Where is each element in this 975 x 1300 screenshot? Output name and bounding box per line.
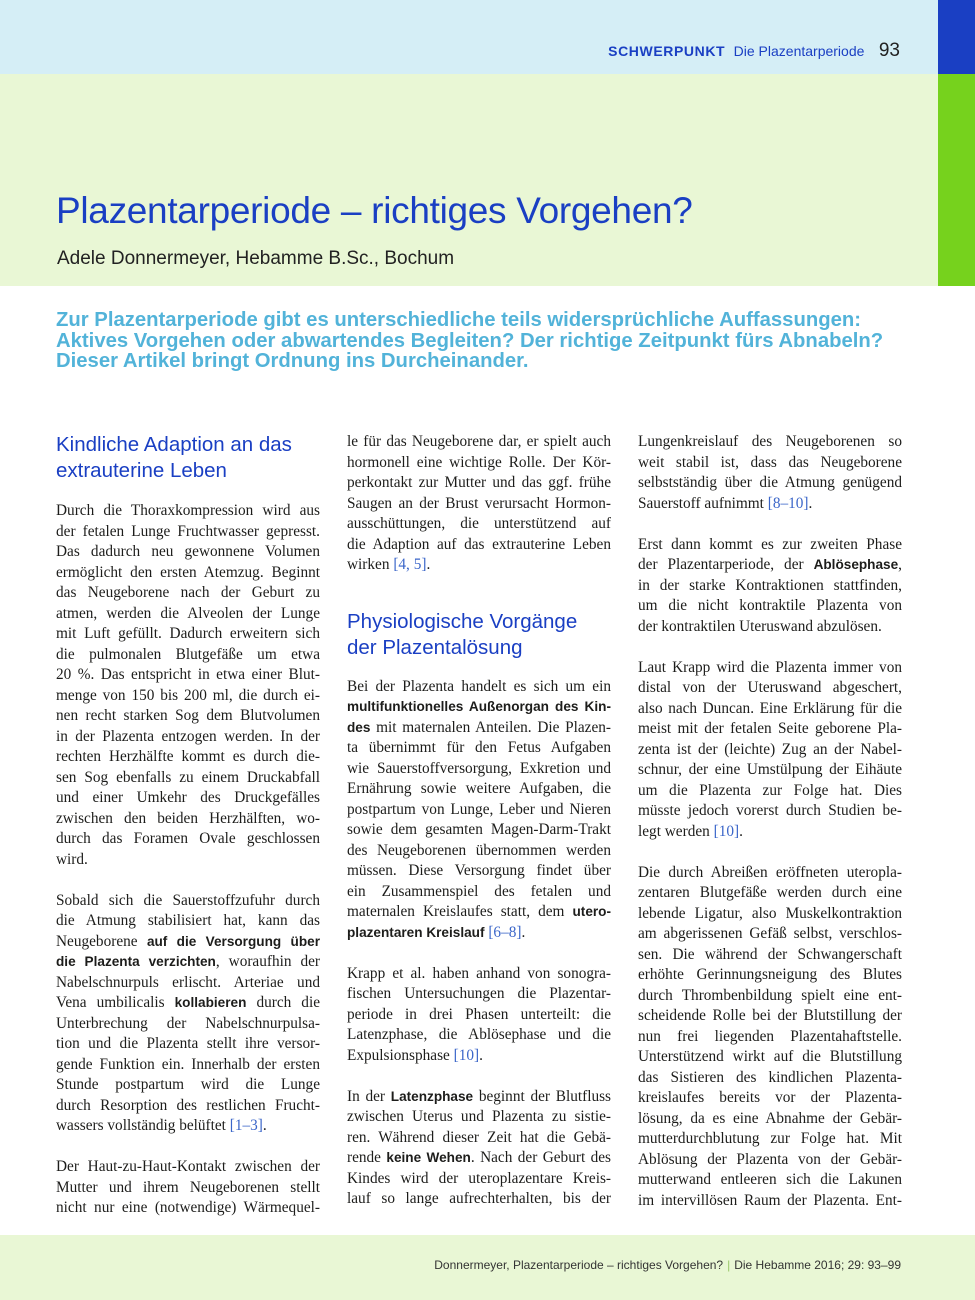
- paragraph: [347, 432, 611, 576]
- bold-term: Ablösephase: [813, 557, 899, 572]
- text-line: perkontakt zur Mutter und das ggf. frühe: [347, 474, 611, 491]
- text-run: .: [739, 822, 743, 840]
- paragraph: [347, 677, 611, 944]
- text-run: mit maternalen Anteilen. Die Plazen-: [370, 718, 611, 736]
- text-line: im intervillösen Raum der Plazenta. Ent-: [638, 1191, 902, 1209]
- text-line: weit stabil ist, dass das Neugeborene: [638, 453, 902, 471]
- text-run: Vena umbilicalis: [56, 994, 175, 1011]
- text-line: le für das Neugeborene dar, er spielt auch: [347, 433, 611, 450]
- text-line: [56, 952, 320, 973]
- heading-line: Physiologische Vorgänge: [347, 609, 578, 633]
- text-line: am abgerissenen Gefäß selbst, verschlos-: [638, 925, 902, 942]
- text-line: ein Zusammenspiel des fetalen und: [347, 882, 611, 900]
- text-run: .: [426, 556, 431, 573]
- text-line: [347, 902, 611, 923]
- text-line: tion und die Plazenta stellt ihre versor-: [56, 1035, 320, 1052]
- text-line: [56, 993, 320, 1014]
- text-line: in der starke Kontraktionen stattfinden,: [638, 576, 902, 594]
- text-line: Unterbrechung der Nabelschnurpulsa-: [56, 1014, 320, 1032]
- text-line: [347, 697, 611, 718]
- text-line: [56, 1116, 320, 1137]
- text-line: schnur, der eine Umstülpung der Eihäute: [638, 761, 902, 778]
- text-line: um die Plazenta zur Folge hat. Dies: [638, 781, 902, 799]
- article-title: Plazentarperiode – richtiges Vorgehen?: [56, 190, 693, 231]
- text-line: [347, 1046, 611, 1067]
- section-heading-physiologie: [347, 609, 611, 661]
- heading-line: der Plazentalösung: [347, 635, 523, 659]
- text-line: nen recht starken Sog dem Blutvolumen: [56, 707, 320, 724]
- footer-citation: Die Hebamme 2016; 29: 93–99: [734, 1258, 901, 1272]
- text-line: sen Sog ebenfalls zu einem Druckabfall: [56, 768, 320, 786]
- text-line: ta übernimmt für den Fetus Aufgaben: [347, 739, 611, 756]
- text-line: 20 %. Das entspricht in etwa einer Blut-: [56, 666, 320, 683]
- text-line: ermöglicht den ersten Atemzug. Beginnt: [56, 563, 320, 581]
- page-number: 93: [878, 40, 900, 61]
- text-line: zwischen Uterus und Plazenta zu sistie-: [347, 1108, 611, 1125]
- text-line: Mutter und ihrem Neugeborenen stellt: [56, 1178, 320, 1196]
- text-line: menge von 150 bis 200 ml, die durch ei-: [56, 686, 320, 704]
- text-run: Neugeborene: [56, 932, 147, 950]
- text-line: [347, 718, 611, 739]
- bold-term: utero-: [572, 904, 611, 919]
- article-lead: [56, 307, 916, 372]
- section-topic: Die Plazentarperiode: [733, 43, 865, 59]
- text-line: Lungenkreislauf des Neugeborenen so: [638, 433, 902, 450]
- text-line: die Adaption auf das extrauterine Leben: [347, 535, 611, 553]
- footer-separator: |: [727, 1258, 731, 1272]
- text-line: scheidende Rolle bei der Blutstillung der: [638, 1007, 902, 1024]
- footer-title: Plazentarperiode – richtiges Vorgehen?: [512, 1258, 724, 1272]
- bold-term: auf die Versorgung über: [146, 933, 320, 949]
- reference-link[interactable]: [10]: [713, 822, 740, 840]
- text-line: Nabelschnurpuls erlischt. Arteriae und: [56, 973, 320, 991]
- footer-author: Donnermeyer,: [434, 1258, 513, 1272]
- text-line: durch Thrombenbildung spielt eine ent-: [638, 986, 902, 1004]
- text-line: das Sistieren des kindlichen Plazenta-: [638, 1068, 902, 1086]
- article-author: Adele Donnermeyer, Hebamme B.Sc., Bochum: [57, 248, 455, 269]
- text-line: atmen, werden die Alveolen der Lunge: [56, 604, 320, 622]
- bold-term: des: [347, 719, 371, 735]
- text-run: beginnt der Blutfluss: [473, 1087, 611, 1105]
- text-line: nun frei liegenden Plazentahaftstelle.: [638, 1027, 902, 1045]
- lead-line: Aktives Vorgehen oder abwartendes Begleiten? Der richtige Zeitpunkt fürs Abnabeln?: [56, 329, 884, 352]
- text-run: .: [262, 1117, 267, 1134]
- text-line: selbstständig über die Atmung genügend: [638, 474, 902, 491]
- text-line: gende Funktion ein. Innerhalb der ersten: [56, 1055, 320, 1073]
- header-band: [0, 0, 938, 74]
- lead-line: Dieser Artikel bringt Ordnung ins Durcheinander.: [56, 350, 529, 372]
- text-line: ren. Während dieser Zeit hat die Gebä-: [347, 1128, 611, 1146]
- text-line: lösung, da es eine Abnahme der Gebär-: [638, 1109, 902, 1127]
- paragraph: [56, 1157, 320, 1219]
- text-run: Expulsionsphase: [347, 1046, 454, 1064]
- text-line: mutterwand entleeren sich die Lakunen: [638, 1171, 902, 1188]
- text-line: Latenzphase, die Ablösephase und die: [347, 1026, 611, 1043]
- text-line: mit Luft gefüllt. Dadurch erweitern sich: [56, 625, 320, 642]
- text-line: sowie dem gesamten Magen-Darm-Trakt: [347, 821, 611, 838]
- column-2: [347, 432, 611, 1210]
- text-line: [347, 1087, 611, 1108]
- text-line: müssen. Diese Versorgung findet über: [347, 862, 611, 879]
- text-line: Unterstützend wirkt auf die Blutstillung: [638, 1048, 902, 1065]
- text-line: in der Plazenta entzogen werden. In der: [56, 727, 320, 745]
- text-line: fischen Untersuchungen die Plazentar-: [347, 985, 611, 1002]
- bold-term: kollabieren: [174, 995, 247, 1010]
- text-run: wirken: [347, 556, 394, 573]
- text-line: zentaren Blutgefäße werden durch eine: [638, 884, 902, 901]
- paragraph: [638, 535, 902, 638]
- text-line: [638, 555, 902, 576]
- text-line: meist mit der fetalen Seite geborene Pla-: [638, 720, 902, 737]
- running-head: [608, 40, 900, 62]
- text-line: müsste jedoch vorerst durch Studien be-: [638, 802, 902, 819]
- column-1: [56, 432, 320, 1219]
- text-line: wie Sauerstoffversorgung, Exkretion und: [347, 759, 611, 777]
- text-line: postpartum von Lunge, Leber und Nieren: [347, 800, 611, 818]
- paragraph: [56, 891, 320, 1137]
- text-line: lebende Ligatur, also Muskelkontraktion: [638, 904, 902, 922]
- text-line: wird.: [56, 850, 88, 868]
- bold-term: die Plazenta verzichten: [56, 954, 216, 969]
- text-line: durch das Foramen Ovale geschlossen: [56, 830, 320, 847]
- text-run: wassers vollständig belüftet: [56, 1117, 230, 1134]
- section-heading-adaption: [56, 432, 320, 484]
- text-line: das Neugeborene nach der Geburt zu: [56, 584, 320, 601]
- text-run: In der: [347, 1087, 391, 1105]
- text-line: der kontraktilen Uteruswand abzulösen.: [638, 617, 882, 635]
- bold-term: Latenzphase: [390, 1088, 474, 1104]
- text-line: Ablösung der Plazenta von der Gebär-: [638, 1150, 902, 1168]
- text-line: Saugen an der Brust verursacht Hormon-: [347, 494, 611, 512]
- text-line: Das dadurch neu gewonnene Volumen: [56, 543, 320, 560]
- reference-link[interactable]: [8–10]: [767, 494, 809, 512]
- text-line: die Atmung stabilisiert hat, kann das: [56, 912, 320, 929]
- section-marker-green: [938, 74, 975, 286]
- text-line: [638, 494, 902, 515]
- text-line: Bei der Plazenta handelt es sich um ein: [347, 677, 611, 695]
- heading-line: extrauterine Leben: [56, 459, 227, 482]
- text-line: rechten Herzhälfte kommt es durch die-: [56, 748, 320, 765]
- paragraph: [638, 432, 902, 514]
- text-line: sen. Die während der Schwangerschaft: [638, 945, 902, 963]
- text-line: um die nicht kontraktile Plazenta von: [638, 597, 902, 614]
- text-line: Die durch Abreißen eröffneten uteropla-: [638, 863, 902, 881]
- paragraph: [347, 1087, 611, 1210]
- text-line: des Neugeborenen übernommen werden: [347, 841, 611, 859]
- section-marker-blue: [938, 0, 975, 74]
- text-line: und einer Umkehr des Druckgefälles: [56, 789, 320, 806]
- text-line: nicht nur eine (notwendige) Wärmequel-: [56, 1199, 320, 1216]
- text-line: Sobald sich die Sauerstoffzufuhr durch: [56, 891, 320, 909]
- paragraph: [56, 501, 320, 870]
- text-line: zwischen den beiden Herzhälften, wo-: [56, 809, 320, 827]
- text-run: .: [521, 923, 526, 941]
- text-line: Durch die Thoraxkompression wird aus: [56, 502, 320, 519]
- text-line: [56, 932, 320, 953]
- text-run: rende: [347, 1149, 387, 1166]
- text-run: der Plazentarperiode, der: [638, 556, 814, 573]
- section-label: SCHWERPUNKT: [608, 43, 726, 59]
- text-line: kreislaufes bereits vor der Plazenta-: [638, 1089, 902, 1106]
- text-line: periode in drei Phasen unterteilt: die: [347, 1005, 611, 1023]
- lead-line: Zur Plazentarperiode gibt es unterschiedliche teils widersprüchliche Auffassungen:: [56, 309, 862, 331]
- text-run: .: [808, 494, 813, 512]
- paragraph: [638, 658, 902, 843]
- heading-line: Kindliche Adaption an das: [56, 433, 292, 456]
- column-3: [638, 432, 902, 1211]
- text-line: zenta ist der (leichte) Zug an der Nabel-: [638, 740, 902, 758]
- text-line: [638, 822, 902, 843]
- text-line: also nach Duncan. Eine Erklärung für die: [638, 699, 902, 717]
- text-line: Ernährung sowie weitere Aufgaben, die: [347, 780, 611, 797]
- text-line: [347, 923, 611, 944]
- text-run: . Nach der Geburt des: [470, 1149, 612, 1166]
- text-run: legt werden: [638, 822, 714, 840]
- paragraph: [347, 964, 611, 1067]
- reference-link[interactable]: [6–8]: [484, 923, 522, 941]
- text-line: der fetalen Lunge Fruchtwasser gepresst.: [56, 522, 320, 540]
- bold-term: multifunktionelles Außenorgan des Kin-: [347, 699, 611, 714]
- text-line: Krapp et al. haben anhand von sonogra-: [347, 964, 611, 982]
- text-line: [347, 1148, 611, 1169]
- bold-term: plazentaren Kreislauf: [347, 924, 485, 940]
- text-run: ,: [898, 556, 902, 573]
- text-line: distal von der Uteruswand abgeschert,: [638, 679, 902, 696]
- text-line: [347, 555, 611, 576]
- text-run: .: [479, 1046, 483, 1064]
- paragraph: [638, 863, 902, 1212]
- reference-link[interactable]: [4, 5]: [393, 556, 427, 573]
- text-line: mutterdurchblutung zur Folge hat. Mit: [638, 1130, 902, 1147]
- reference-link[interactable]: [10]: [453, 1046, 480, 1064]
- text-run: Sauerstoff aufnimmt: [638, 494, 768, 512]
- page-footer: [434, 1258, 901, 1272]
- text-line: Stunde postpartum wird die Lunge: [56, 1076, 320, 1093]
- bold-term: keine Wehen: [386, 1150, 471, 1165]
- text-line: Laut Krapp wird die Plazenta immer von: [638, 658, 902, 676]
- text-line: lauf so lange aufrechterhalten, bis der: [347, 1190, 611, 1207]
- text-line: die pulmonalen Blutgefäße um etwa: [56, 645, 320, 663]
- text-line: durch Resorption des restlichen Frucht-: [56, 1096, 320, 1114]
- text-run: maternalen Kreislaufes statt, dem: [347, 903, 573, 920]
- text-line: Kindes wird der uteroplazentare Kreis-: [347, 1169, 611, 1187]
- text-line: ausschüttungen, die unterstützend auf: [347, 515, 611, 532]
- reference-link[interactable]: [1–3]: [229, 1117, 263, 1134]
- text-run: durch die: [246, 994, 320, 1011]
- text-line: hormonell eine wichtige Rolle. Der Kör-: [347, 453, 611, 471]
- text-line: Der Haut-zu-Haut-Kontakt zwischen der: [56, 1158, 320, 1175]
- text-run: , woraufhin der: [215, 953, 320, 970]
- text-line: Erst dann kommt es zur zweiten Phase: [638, 535, 902, 553]
- text-line: erhöhte Gerinnungsneigung des Blutes: [638, 966, 902, 983]
